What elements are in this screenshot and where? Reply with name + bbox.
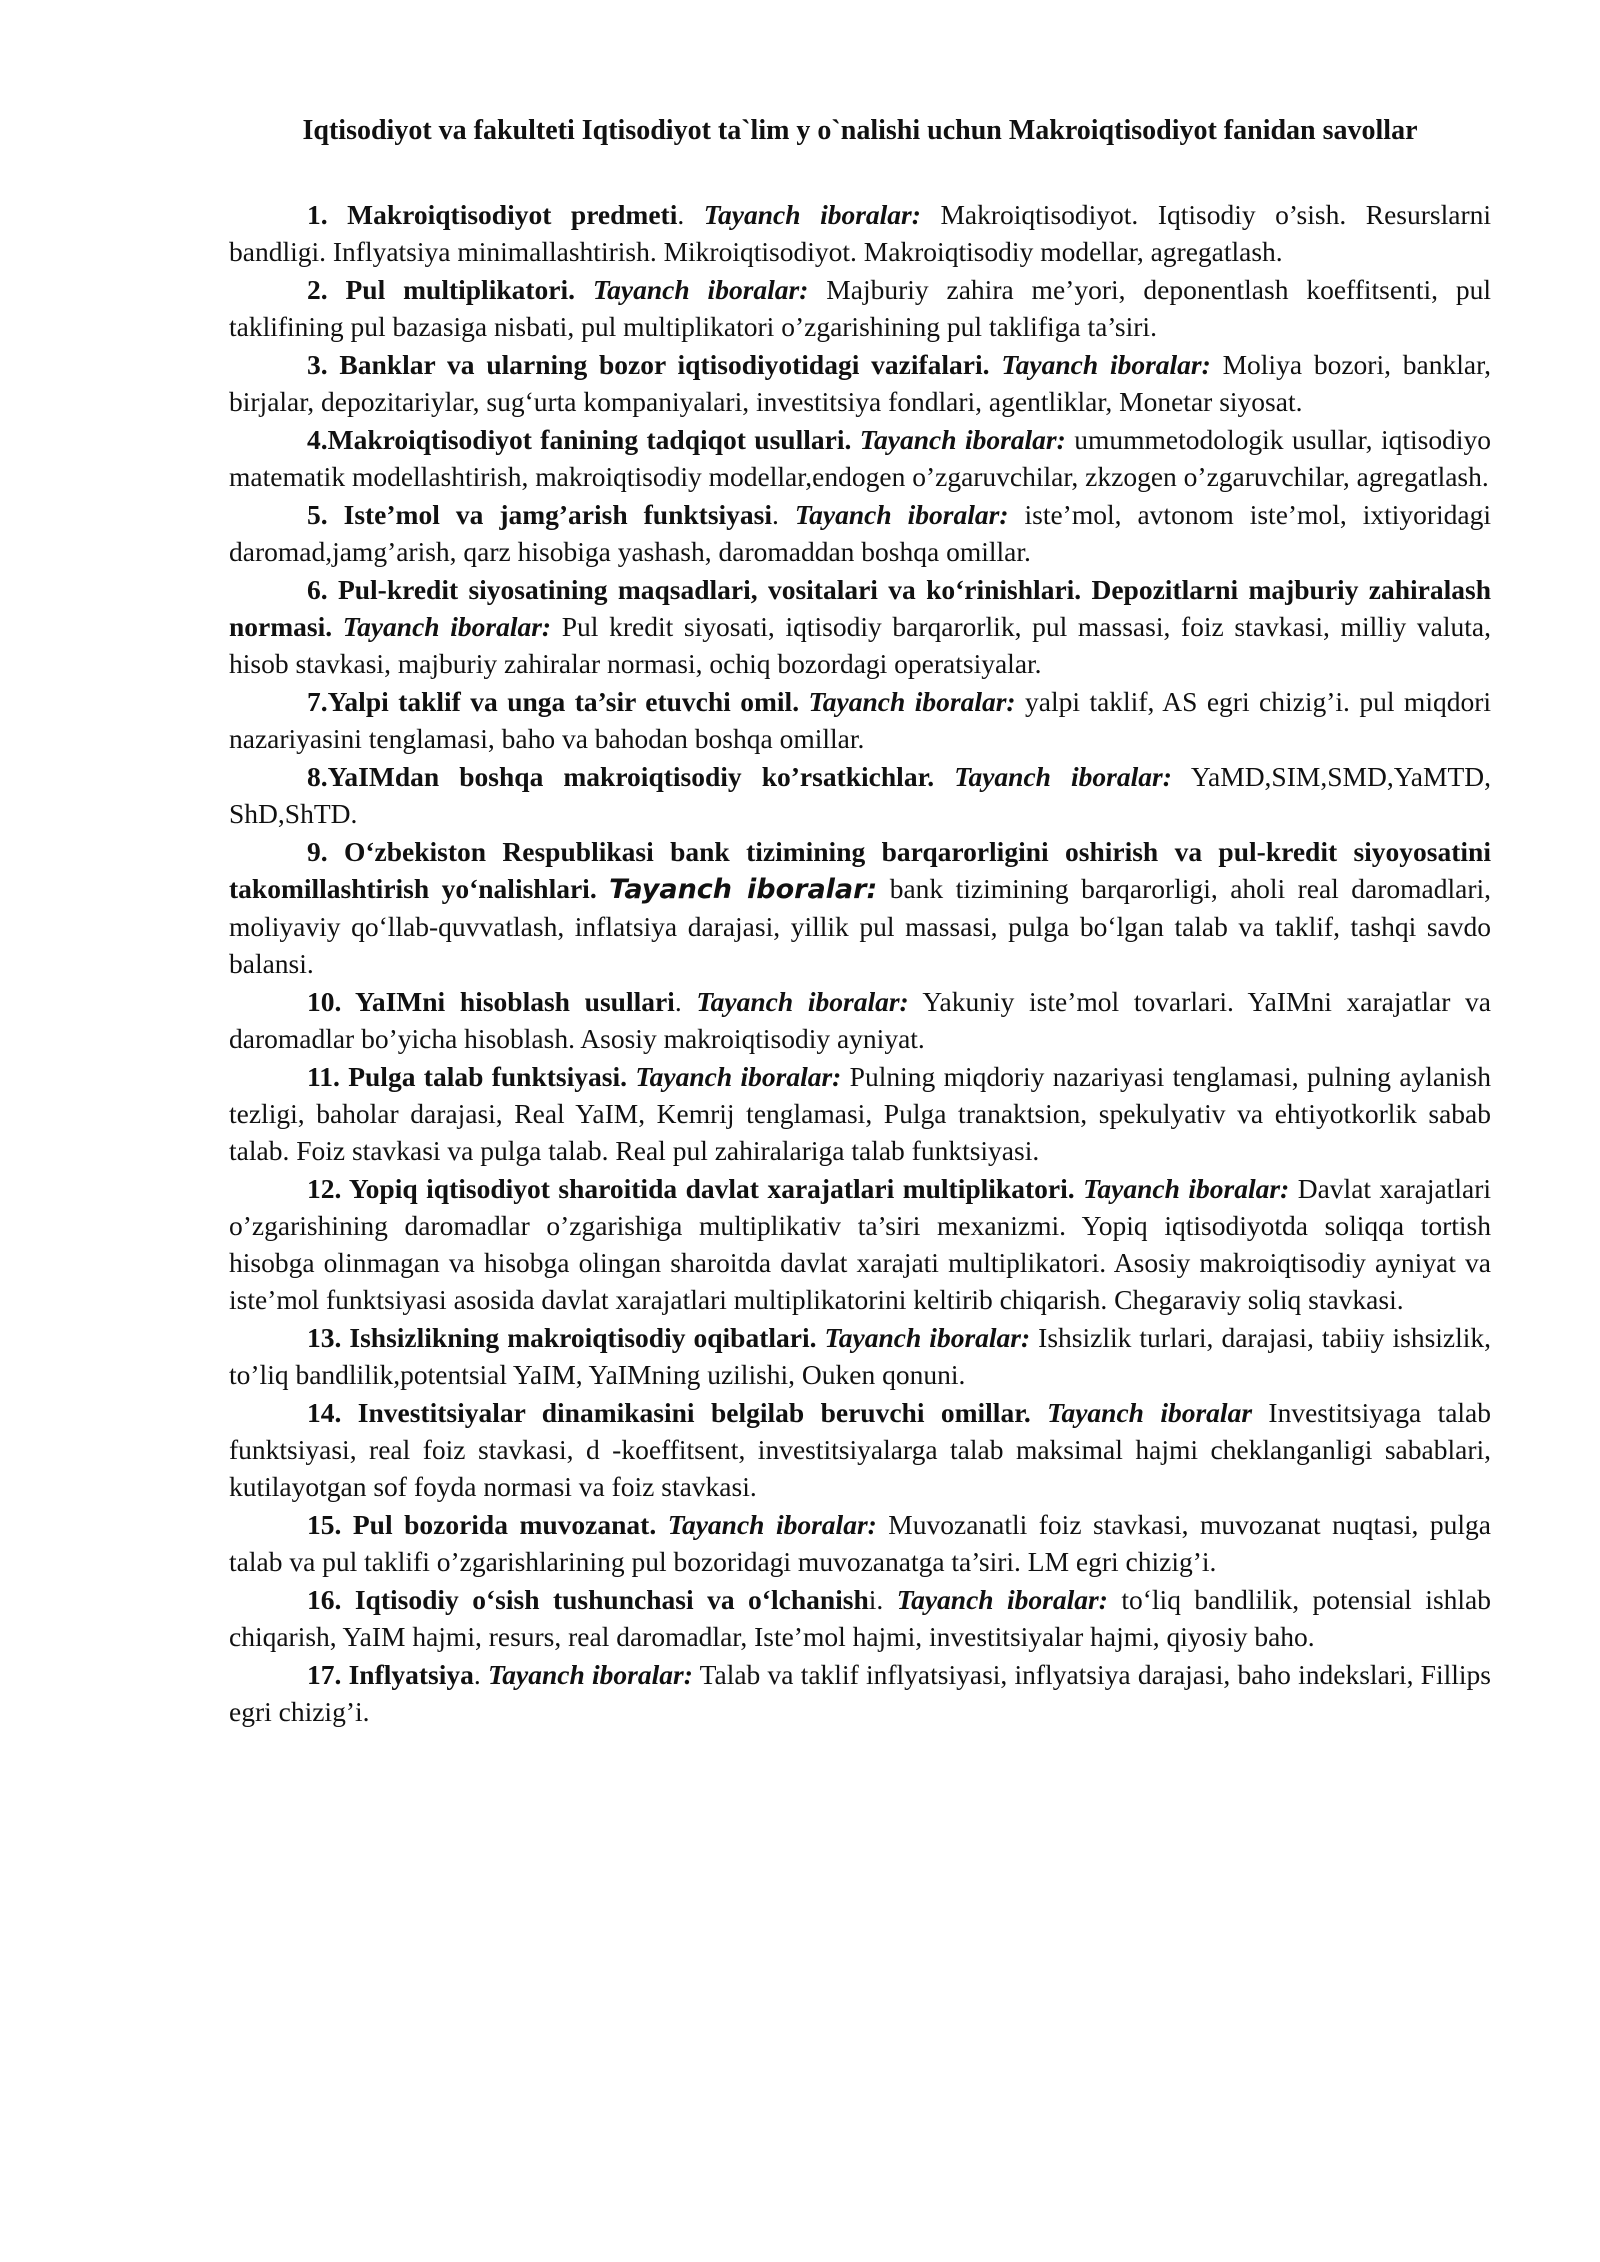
keywords-label: Tayanch iboralar:: [824, 1322, 1031, 1353]
question-title: 6. Pul-kredit siyosatining maqsadlari, vositalari va ko‘rinishlari. Depozitlarni majburiy zahiralash normasi.: [229, 574, 1491, 642]
keywords-label: Tayanch iboralar:: [1001, 349, 1211, 380]
question-title: 12. Yopiq iqtisodiyot sharoitida davlat xarajatlari multiplikatori.: [307, 1173, 1075, 1204]
question-15: [229, 1506, 1491, 1580]
question-10: [229, 983, 1491, 1057]
question-title: 9. O‘zbekiston Respublikasi bank tizimining barqarorligini oshirish va pul-kredit siyoyosatini takomillashtirish yo‘nalishlari.: [229, 836, 1491, 904]
keywords-text: Davlat xarajatlari o’zgarishining daromadlar o’zgarishiga multiplikativ ta’siri mexanizmi. Yopiq iqtisodiyotda soliqqa tortish hisobga olinmagan va hisobga olingan sharoitda davlat xarajati multiplikatori. Asosiy makroiqtisodiy ayniyat va iste’mol funktsiyasi asosida davlat xarajatlari multiplikatorini keltirib chiqarish. Chegaraviy soliq stavkasi.: [229, 1173, 1491, 1315]
keywords-text: yalpi taklif, AS egri chizig’i. pul miqdori nazariyasini tenglamasi, baho va bahodan boshqa omillar.: [229, 686, 1492, 754]
question-title: 15. Pul bozorida muvozanat.: [307, 1509, 657, 1540]
keywords-label: Tayanch iboralar:: [1083, 1173, 1290, 1204]
question-16: [229, 1581, 1491, 1655]
question-3: [229, 346, 1491, 420]
keywords-text: Yakuniy iste’mol tovarlari. YaIMni xarajatlar va daromadlar bo’yicha hisoblash. Asosiy makroiqtisodiy ayniyat.: [229, 986, 1492, 1054]
question-8: [229, 758, 1491, 832]
keywords-label: Tayanch iboralar: [1047, 1397, 1253, 1428]
question-17: [229, 1656, 1491, 1730]
question-11: [229, 1058, 1491, 1169]
keywords-label: Tayanch iboralar:: [703, 199, 921, 230]
question-separator: [817, 1322, 825, 1353]
question-separator: [934, 761, 954, 792]
keywords-text: umummetodologik usullar, iqtisodiyo matematik modellashtirish, makroiqtisodiy modellar,endogen o’zgaruvchilar, zkzogen o’zgaruvchilar, agregatlash.: [229, 424, 1491, 492]
keywords-text: Makroiqtisodiyot. Iqtisodiy o’sish. Resurslarni bandligi. Inflyatsiya minimallashtirish. Mikroiqtisodiyot. Makroiqtisodiy modellar, agregatlash.: [229, 199, 1491, 267]
keywords-text: Majburiy zahira me’yori, deponentlash koeffitsenti, pul taklifining pul bazasiga nisbati, pul multiplikatori o’zgarishining pul taklifiga ta’siri.: [229, 274, 1491, 342]
keywords-label: Tayanch iboralar:: [592, 274, 809, 305]
question-separator: [332, 611, 343, 642]
keywords-label: Tayanch iboralar:: [342, 611, 552, 642]
keywords-label: Tayanch iboralar:: [667, 1509, 877, 1540]
keywords-text: Investitsiyaga talab funktsiyasi, real foiz stavkasi, d -koeffitsent, investitsiyalarga talab maksimal hajmi cheklanganligi sabablari, kutilayotgan sof foyda normasi va foiz stavkasi.: [229, 1397, 1492, 1502]
question-title: 17. Inflyatsiya: [307, 1659, 474, 1690]
keywords-text: Moliya bozori, banklar, birjalar, depozitariylar, sug‘urta kompaniyalari, investitsiya fondlari, agentliklar, Monetar siyosat.: [229, 349, 1491, 417]
keywords-label: Tayanch iboralar:: [859, 424, 1066, 455]
question-separator: [990, 349, 1002, 380]
question-separator: [1031, 1397, 1047, 1428]
keywords-text: Pulning miqdoriy nazariyasi tenglamasi, pulning aylanish tezligi, baholar darajasi, Real YaIM, Kemrij tenglamasi, Pulga tranaktsion, spekulyativ va ehtiyotkorlik sabab talab. Foiz stavkasi va pulga talab. Real pul zahiralariga talab funktsiyasi.: [229, 1061, 1491, 1166]
keywords-label: Tayanch iboralar:: [808, 686, 1016, 717]
document-title: Iqtisodiyot va fakulteti Iqtisodiyot ta`lim y o`nalishi uchun Makroiqtisodiyot fanidan savollar: [302, 115, 1418, 146]
question-separator: [851, 424, 859, 455]
question-title: 2. Pul multiplikatori.: [307, 274, 576, 305]
question-title: 5. Iste’mol va jamg’arish funktsiyasi: [307, 499, 773, 530]
keywords-text: iste’mol, avtonom iste’mol, ixtiyoridagi daromad,jamg’arish, qarz hisobiga yashash, daromaddan boshqa omillar.: [229, 499, 1492, 567]
question-separator: .: [473, 1659, 489, 1690]
question-separator: i.: [868, 1584, 897, 1615]
question-separator: .: [772, 499, 795, 530]
keywords-label: Tayanch iboralar:: [896, 1584, 1108, 1615]
question-7: [229, 683, 1491, 757]
question-title: 13. Ishsizlikning makroiqtisodiy oqibatlari.: [307, 1322, 817, 1353]
keywords-label: Tayanch iboralar:: [696, 986, 909, 1017]
question-separator: .: [677, 199, 704, 230]
question-separator: [799, 686, 808, 717]
question-title: 3. Banklar va ularning bozor iqtisodiyotidagi vazifalari.: [307, 349, 990, 380]
question-separator: [575, 274, 593, 305]
question-9: [229, 833, 1491, 982]
question-13: [229, 1319, 1491, 1393]
question-14: [229, 1394, 1491, 1505]
keywords-label: Tayanch iboralar:: [609, 874, 878, 905]
question-title: 1. Makroiqtisodiyot predmeti: [307, 199, 678, 230]
keywords-text: to‘liq bandlilik, potensial ishlab chiqarish, YaIM hajmi, resurs, real daromadlar, Iste’mol hajmi, investitsiyalar hajmi, qiyosiy baho.: [229, 1584, 1491, 1652]
question-title: 11. Pulga talab funktsiyasi.: [307, 1061, 627, 1092]
question-separator: [597, 873, 609, 904]
keywords-text: Talab va taklif inflyatsiyasi, inflyatsiya darajasi, baho indekslari, Fillips egri chizig’i.: [229, 1659, 1491, 1727]
question-5: [229, 496, 1491, 570]
keywords-text: YaMD,SIM,SMD,YaMTD, ShD,ShTD.: [229, 761, 1491, 829]
question-4: [229, 421, 1491, 495]
keywords-label: Tayanch iboralar:: [954, 761, 1172, 792]
question-title: 16. Iqtisodiy o‘sish tushunchasi va o‘lchanish: [307, 1584, 869, 1615]
question-6: [229, 571, 1491, 682]
keywords-text: Ishsizlik turlari, darajasi, tabiiy ishsizlik, to’liq bandlilik,potentsial YaIM, YaIMning uzilishi, Ouken qonuni.: [229, 1322, 1492, 1390]
keywords-label: Tayanch iboralar:: [794, 499, 1009, 530]
question-title: 10. YaIMni hisoblash usullari: [307, 986, 675, 1017]
keywords-label: Tayanch iboralar:: [635, 1061, 842, 1092]
question-title: 8.YaIMdan boshqa makroiqtisodiy ko’rsatkichlar.: [307, 761, 935, 792]
question-title: 14. Investitsiyalar dinamikasini belgilab beruvchi omillar.: [307, 1397, 1031, 1428]
keywords-text: bank tizimining barqarorligi, aholi real daromadlari, moliyaviy qo‘llab-quvvatlash, inflatsiya darajasi, yillik pul massasi, pulga bo‘lgan talab va taklif, tashqi savdo balansi.: [229, 873, 1491, 979]
question-separator: [656, 1509, 668, 1540]
question-title: 4.Makroiqtisodiyot fanining tadqiqot usullari.: [307, 424, 852, 455]
question-12: [229, 1170, 1491, 1318]
keywords-text: Pul kredit siyosati, iqtisodiy barqarorlik, pul massasi, foiz stavkasi, milliy valuta, hisob stavkasi, majburiy zahiralar normasi, ochiq bozordagi operatsiyalar.: [229, 611, 1491, 679]
keywords-text: Muvozanatli foiz stavkasi, muvozanat nuqtasi, pulga talab va pul taklifi o’zgarishlarining pul bozoridagi muvozanatga ta’siri. LM egri chizig’i.: [229, 1509, 1492, 1577]
keywords-label: Tayanch iboralar:: [488, 1659, 693, 1690]
question-separator: .: [674, 986, 697, 1017]
question-2: [229, 271, 1491, 345]
question-1: [229, 196, 1491, 270]
document-page: [229, 112, 1491, 1731]
question-separator: [1075, 1173, 1084, 1204]
question-title: 7.Yalpi taklif va unga ta’sir etuvchi omil.: [307, 686, 800, 717]
